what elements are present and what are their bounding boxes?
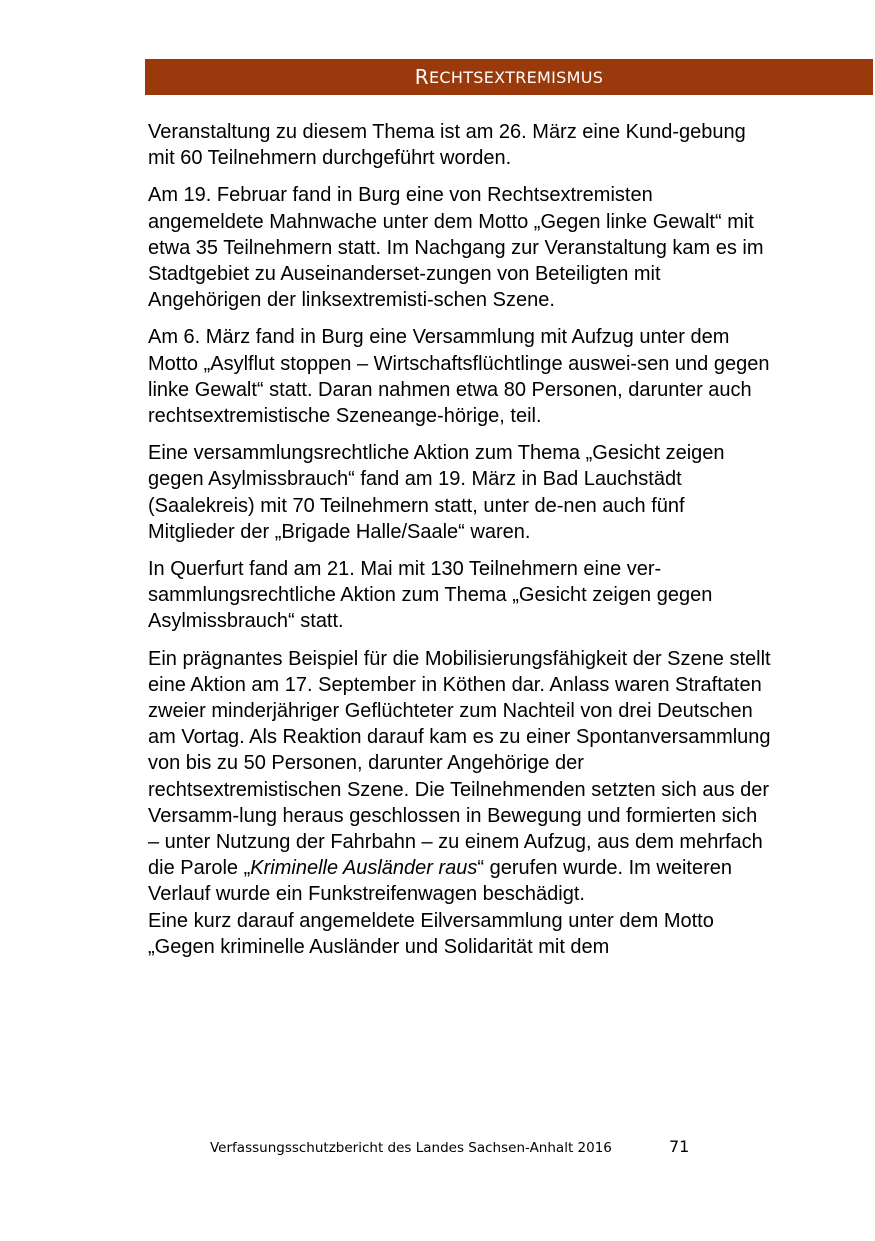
paragraph-5: In Querfurt fand am 21. Mai mit 130 Teilnehmern eine ver-sammlungsrechtliche Aktion zum Thema „Gesicht zeigen gegen Asylmissbrauch“ statt. [148,558,713,633]
paragraph-6-text-b: “ gerufen wurde. Im weiteren Verlauf wurde ein Funkstreifenwagen beschädigt. [148,857,732,906]
section-header [145,59,873,95]
paragraph-4: Eine versammlungsrechtliche Aktion zum Thema „Gesicht zeigen gegen Asylmissbrauch“ fand am 19. März in Bad Lauchstädt (Saalekreis) mit 70 Teilnehmern statt, unter de-nen auch fünf Mitglieder der „Brigade Halle/Saale“ waren. [148,442,725,543]
footer-title: Verfassungsschutzbericht des Landes Sachsen-Anhalt 2016 [210,1140,612,1156]
slogan-italic: Kriminelle Ausländer raus [250,857,478,880]
paragraph-6 [148,646,773,908]
paragraph-6-text-a: Ein prägnantes Beispiel für die Mobilisierungsfähigkeit der Szene stellt eine Aktion am 17. September in Köthen dar. Anlass waren Straftaten zweier minderjähriger Geflüchteter zum Nachteil von drei Deutschen am Vortag. Als Reaktion darauf kam es zu einer Spontanversammlung von bis zu 50 Personen, darunter Angehörige der rechtsextremistischen Szene. Die Teilnehmenden setzten sich aus der Versamm-lung heraus geschlossen in Bewegung und formierten sich – unter Nutzung der Fahrbahn – zu einem Aufzug, aus dem mehrfach die Parole „ [148,647,771,880]
paragraph-7: Eine kurz darauf angemeldete Eilversammlung unter dem Motto „Gegen kriminelle Ausländer und Solidarität mit dem [148,909,714,958]
body-text [148,119,773,971]
paragraph-3: Am 6. März fand in Burg eine Versammlung mit Aufzug unter dem Motto „Asylflut stoppen – Wirtschaftsflüchtlinge auswei-sen und gegen linke Gewalt“ statt. Daran nahmen etwa 80 Personen, darunter auch rechtsextremistische Szeneange-hörige, teil. [148,326,770,428]
section-title-rest: ECHTSEXTREMISMUS [429,67,604,87]
page-number: 71 [669,1137,690,1156]
section-title-initial: R [414,65,429,89]
paragraph-1: Veranstaltung zu diesem Thema ist am 26. März eine Kund-gebung mit 60 Teilnehmern durchgeführt worden. [148,121,746,170]
paragraph-2: Am 19. Februar fand in Burg eine von Rechtsextremisten angemeldete Mahnwache unter dem Motto „Gegen linke Gewalt“ mit etwa 35 Teilnehmern statt. Im Nachgang zur Veranstaltung kam es im Stadtgebiet zu Auseinanderset-zungen von Beteiligten mit Angehörigen der linksextremisti-schen Szene. [148,184,764,312]
